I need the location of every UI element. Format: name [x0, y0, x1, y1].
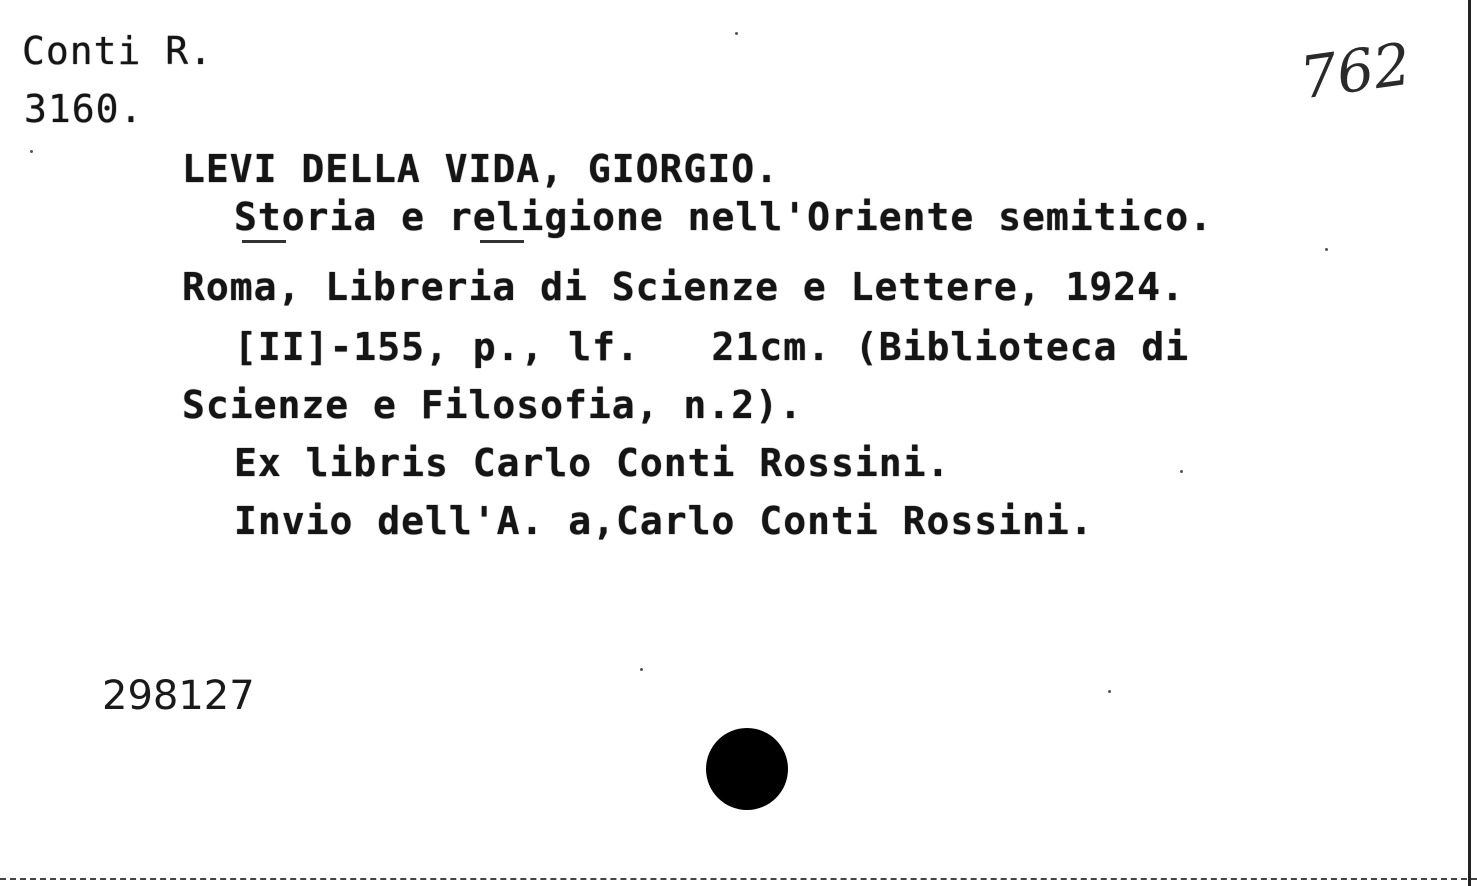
main-entry: LEVI DELLA VIDA, GIORGIO.	[182, 147, 779, 191]
ink-speck	[640, 668, 643, 671]
ink-speck	[30, 150, 33, 153]
ink-speck	[1325, 248, 1328, 251]
underline-mark	[242, 240, 286, 243]
shelf-number: 3160.	[24, 87, 144, 131]
collation-line-1: [II]-155, p., lf. 21cm. (Biblioteca di	[234, 325, 1190, 369]
note-ex-libris: Ex libris Carlo Conti Rossini.	[234, 441, 951, 485]
title-statement: Storia e religione nell'Oriente semitico.	[234, 195, 1213, 239]
heading-author: Conti R.	[22, 29, 214, 73]
punch-hole	[706, 728, 788, 810]
handwritten-mark: 762	[1295, 29, 1415, 113]
collation-line-2: Scienze e Filosofia, n.2).	[182, 383, 803, 427]
note-presentation: Invio dell'A. a,Carlo Conti Rossini.	[234, 499, 1094, 543]
card-edge-bottom	[0, 878, 1477, 886]
underline-mark	[480, 240, 524, 243]
card-edge-right	[1468, 0, 1477, 886]
ink-speck	[735, 32, 738, 35]
ink-speck	[1180, 470, 1183, 473]
accession-number: 298127	[102, 673, 255, 719]
ink-speck	[1108, 690, 1111, 693]
imprint: Roma, Libreria di Scienze e Lettere, 1924.	[182, 265, 1185, 309]
